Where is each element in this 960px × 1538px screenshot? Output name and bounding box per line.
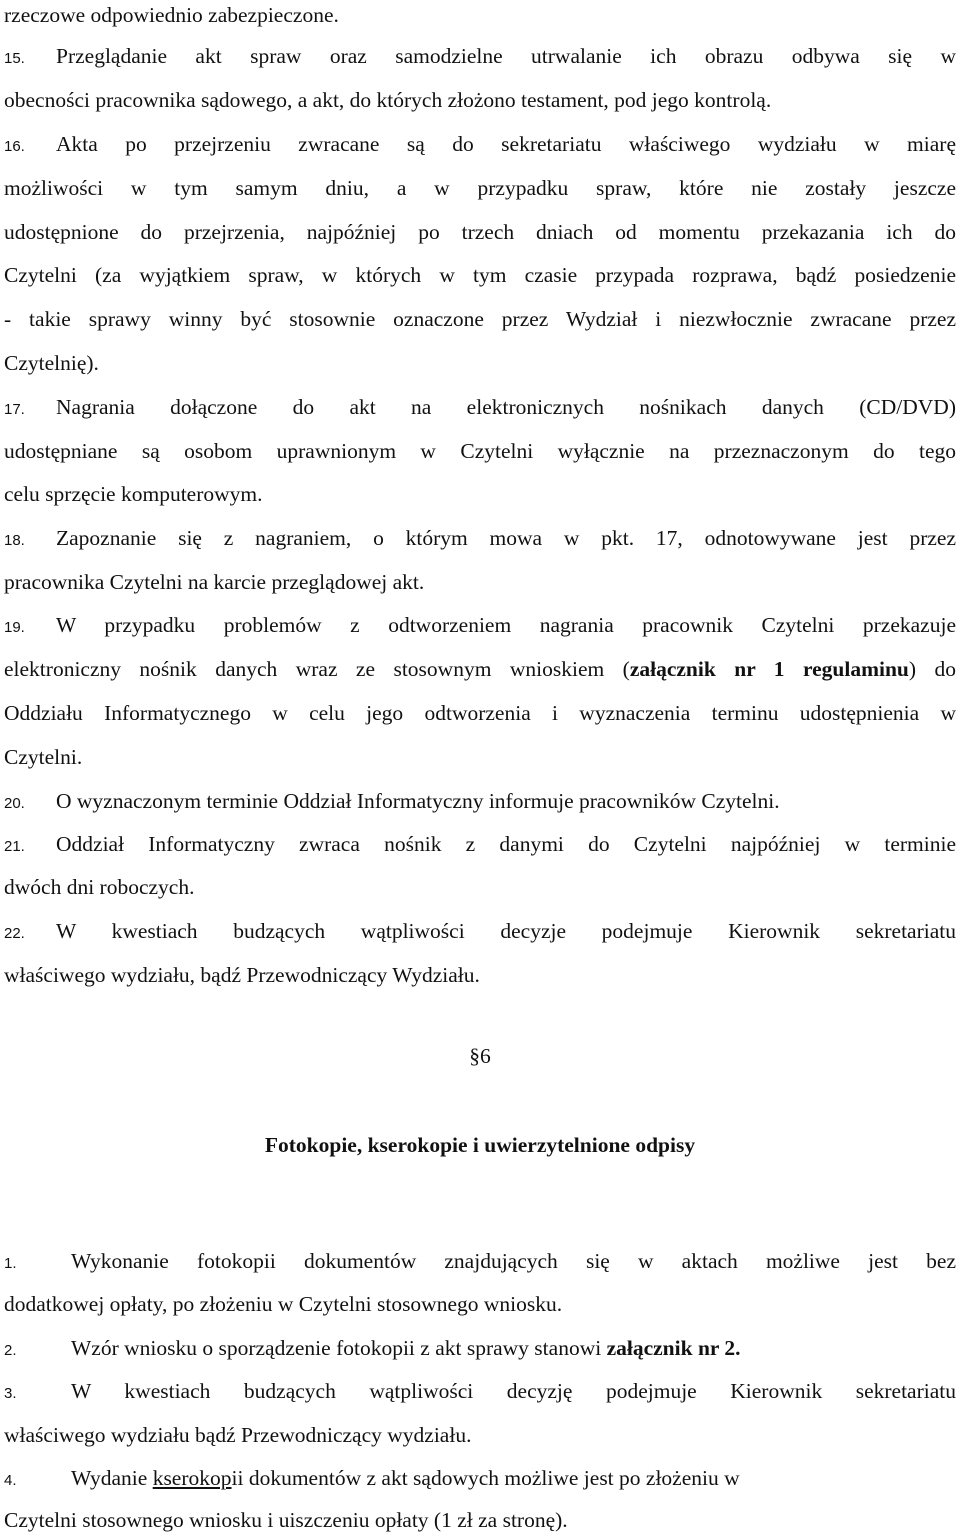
paragraph-15-line-1 — [4, 41, 956, 74]
paragraph-15-line-2: obecności pracownika sądowego, a akt, do których złożono testament, pod jego kontrolą. — [4, 88, 772, 112]
paragraph-number: 21. — [4, 838, 25, 855]
paragraph-21-line-2: dwóch dni roboczych. — [4, 875, 195, 899]
paragraph-number: 19. — [4, 619, 25, 636]
item-text: W kwestiach budzących wątpliwości decyzję podejmuje Kierownik sekretariatu — [71, 1379, 956, 1403]
paragraph-17-line-1 — [4, 392, 956, 425]
paragraph-text: Nagrania dołączone do akt na elektronicznych nośnikach danych (CD/DVD) — [56, 395, 956, 419]
paragraph-14-tail: rzeczowe odpowiednio zabezpieczone. — [4, 3, 339, 27]
item-number: 1. — [4, 1255, 17, 1272]
paragraph-20-line-1 — [4, 786, 956, 819]
paragraph-text: W kwestiach budzących wątpliwości decyzje podejmuje Kierownik sekretariatu — [56, 919, 956, 943]
item-2-line-1 — [4, 1333, 956, 1366]
paragraph-text: Zapoznanie się z nagraniem, o którym mowa w pkt. 17, odnotowywane jest przez — [56, 526, 956, 550]
item-3-line-1 — [4, 1376, 956, 1409]
item-text: ii dokumentów z akt sądowych możliwe jest po złożeniu w — [231, 1466, 740, 1490]
paragraph-18-line-2: pracownika Czytelni na karcie przeglądowej akt. — [4, 570, 425, 594]
attachment-reference: załącznik nr 1 regulaminu — [629, 657, 909, 681]
paragraph-number: 18. — [4, 532, 25, 549]
paragraph-16-line-1 — [4, 129, 956, 162]
attachment-reference: załącznik nr 2. — [606, 1336, 741, 1360]
item-number: 2. — [4, 1342, 17, 1359]
paragraph-19-line-3: Oddziału Informatycznego w celu jego odtworzenia i wyznaczenia terminu udostępnienia w — [4, 701, 956, 725]
paragraph-text: Akta po przejrzeniu zwracane są do sekretariatu właściwego wydziału w miarę — [56, 132, 956, 156]
paragraph-22-line-1 — [4, 916, 956, 949]
paragraph-19-line-1 — [4, 610, 956, 643]
paragraph-text: elektroniczny nośnik danych wraz ze stosownym wnioskiem ( — [4, 657, 630, 681]
paragraph-text: Przeglądanie akt spraw oraz samodzielne utrwalanie ich obrazu odbywa się w — [56, 44, 956, 68]
item-text: Wykonanie fotokopii dokumentów znajdujących się w aktach możliwe jest bez — [71, 1249, 956, 1273]
item-4-line-2: Czytelni stosownego wniosku i uiszczeniu opłaty (1 zł za stronę). — [4, 1508, 568, 1532]
paragraph-16-line-2: możliwości w tym samym dniu, a w przypadku spraw, które nie zostały jeszcze — [4, 176, 956, 200]
paragraph-16-line-3: udostępnione do przejrzenia, najpóźniej po trzech dniach od momentu przekazania ich do — [4, 220, 956, 244]
paragraph-17-line-2: udostępniane są osobom uprawnionym w Czytelni wyłącznie na przeznaczonym do tego — [4, 439, 956, 463]
paragraph-16-line-4: Czytelni (za wyjątkiem spraw, w których w tym czasie przypada rozprawa, bądź posiedzenie — [4, 263, 956, 287]
paragraph-number: 17. — [4, 401, 25, 418]
underlined-word: kserokop — [152, 1466, 232, 1490]
section-title: Fotokopie, kserokopie i uwierzytelnione odpisy — [264, 1133, 696, 1157]
paragraph-text: ) do — [908, 657, 957, 681]
paragraph-17-line-3: celu sprzęcie komputerowym. — [4, 482, 263, 506]
paragraph-19-line-4: Czytelni. — [4, 745, 83, 769]
paragraph-number: 22. — [4, 925, 25, 942]
item-number: 3. — [4, 1385, 17, 1402]
item-4-line-1 — [4, 1463, 956, 1496]
paragraph-18-line-1 — [4, 523, 956, 556]
paragraph-text: W przypadku problemów z odtworzeniem nagrania pracownik Czytelni przekazuje — [56, 613, 956, 637]
paragraph-21-line-1 — [4, 829, 956, 862]
item-1-line-1 — [4, 1246, 956, 1279]
paragraph-22-line-2: właściwego wydziału, bądź Przewodniczący Wydziału. — [4, 963, 480, 987]
paragraph-number: 20. — [4, 795, 25, 812]
paragraph-16-line-6: Czytelnię). — [4, 351, 99, 375]
item-number: 4. — [4, 1472, 17, 1489]
paragraph-text: O wyznaczonym terminie Oddział Informatyczny informuje pracowników Czytelni. — [56, 789, 780, 813]
paragraph-number: 15. — [4, 50, 25, 67]
paragraph-text: Oddział Informatyczny zwraca nośnik z danymi do Czytelni najpóźniej w terminie — [56, 832, 956, 856]
item-text: Wzór wniosku o sporządzenie fotokopii z akt sprawy stanowi — [71, 1336, 607, 1360]
section-symbol: §6 — [469, 1044, 491, 1068]
paragraph-16-line-5: - takie sprawy winny być stosownie oznaczone przez Wydział i niezwłocznie zwracane przez — [4, 307, 956, 331]
paragraph-19-line-2 — [4, 654, 956, 684]
item-text: Wydanie — [71, 1466, 153, 1490]
item-3-line-2: właściwego wydziału bądź Przewodniczący wydziału. — [4, 1423, 472, 1447]
item-1-line-2: dodatkowej opłaty, po złożeniu w Czytelni stosownego wniosku. — [4, 1292, 563, 1316]
paragraph-number: 16. — [4, 138, 25, 155]
